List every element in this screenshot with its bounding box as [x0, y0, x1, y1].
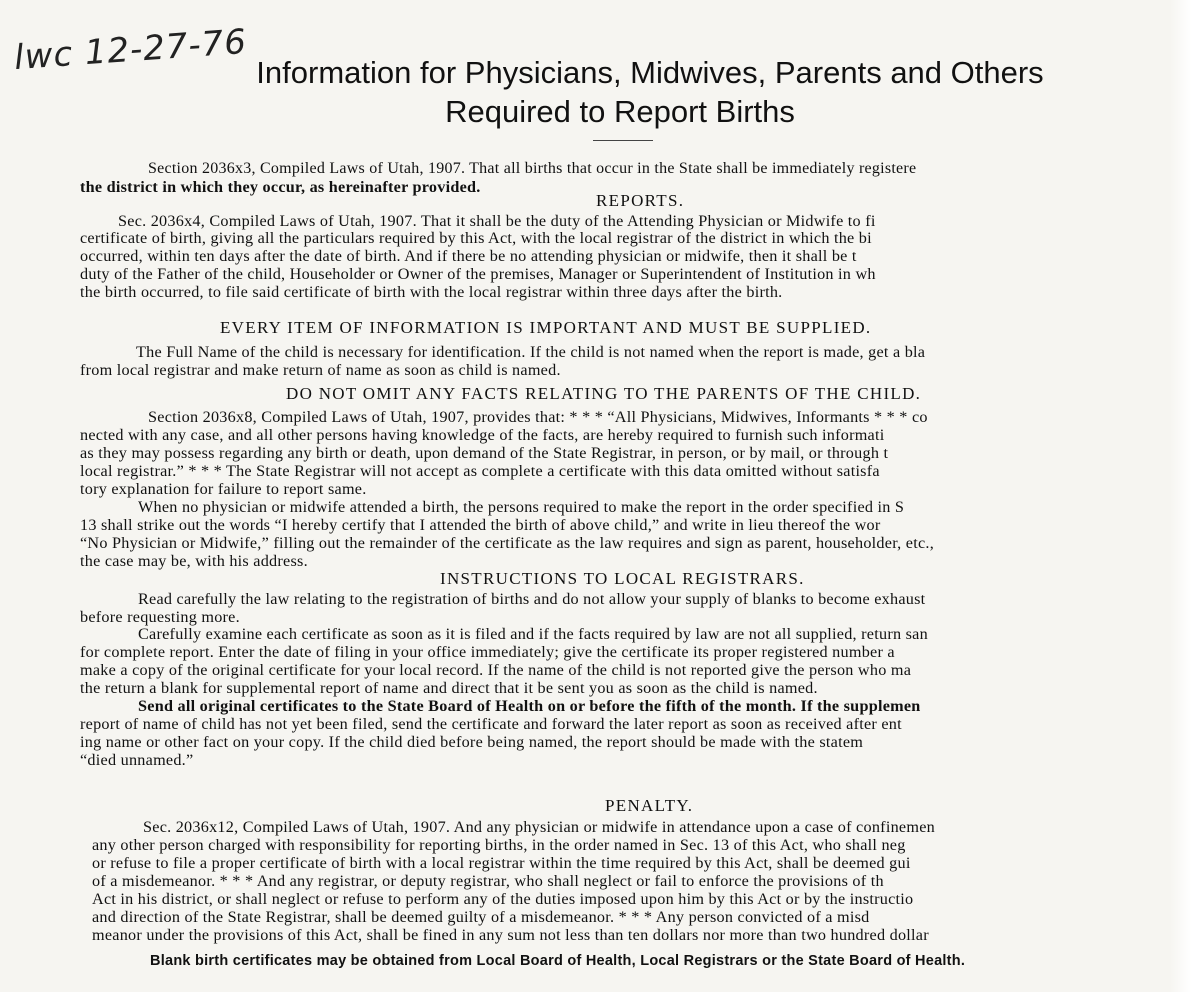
penalty-line-4: of a misdemeanor. * * * And any registrar, or deputy registrar, who shall neglect or fail to enforce the provisions of th: [92, 872, 884, 890]
intro-line-2: the district in which they occur, as hereinafter provided.: [80, 178, 481, 196]
omit-line-8: “No Physician or Midwife,” filling out the remainder of the certificate as the law requires and sign as parent, householder, etc.,: [80, 534, 934, 552]
every-item-line-2: from local registrar and make return of name as soon as child is named.: [80, 361, 561, 379]
instr-line-8: report of name of child has not yet been filed, send the certificate and forward the later report as soon as received after ent: [80, 715, 902, 733]
instr-line-10: “died unnamed.”: [80, 751, 194, 769]
omit-line-9: the case may be, with his address.: [80, 552, 308, 570]
reports-line-4: duty of the Father of the child, Householder or Owner of the premises, Manager or Superintendent of Institution in wh: [80, 265, 876, 283]
heading-reports: REPORTS.: [596, 191, 685, 210]
heading-do-not-omit: DO NOT OMIT ANY FACTS RELATING TO THE PARENTS OF THE CHILD.: [286, 384, 922, 403]
intro-line-1: Section 2036x3, Compiled Laws of Utah, 1907. That all births that occur in the State shall be immediately registere: [148, 160, 917, 177]
penalty-line-7: meanor under the provisions of this Act, shall be fined in any sum not less than ten dollars nor more than two hundred dollar: [92, 926, 929, 944]
omit-line-1: Section 2036x8, Compiled Laws of Utah, 1907, provides that: * * * “All Physicians, Midwives, Informants * * * co: [148, 408, 928, 426]
omit-line-5: tory explanation for failure to report same.: [80, 480, 367, 498]
instr-line-7: Send all original certificates to the State Board of Health on or before the fifth of the month. If the supplemen: [138, 697, 921, 715]
every-item-line-1: The Full Name of the child is necessary for identification. If the child is not named when the report is made, get a bla: [136, 343, 926, 361]
instr-line-6: the return a blank for supplemental report of name and direct that it be sent you as soon as the child is named.: [80, 679, 818, 697]
reports-line-3: occurred, within ten days after the date of birth. And if there be no attending physician or midwife, then it shall be t: [80, 247, 857, 265]
title-divider: [593, 140, 653, 141]
omit-line-4: local registrar.” * * * The State Registrar will not accept as complete a certificate with this data omitted without satisfa: [80, 462, 880, 480]
title-line-1: Information for Physicians, Midwives, Parents and Others: [256, 55, 1044, 90]
torn-edge: [1170, 0, 1200, 992]
penalty-line-2: any other person charged with responsibility for reporting births, in the order named in Sec. 13 of this Act, who shall neg: [92, 836, 906, 854]
omit-line-2: nected with any case, and all other persons having knowledge of the facts, are hereby required to furnish such informati: [80, 426, 885, 444]
reports-line-1: Sec. 2036x4, Compiled Laws of Utah, 1907. That it shall be the duty of the Attending Physician or Midwife to fi: [118, 212, 876, 230]
instr-line-1: Read carefully the law relating to the registration of births and do not allow your supply of blanks to become exhaust: [138, 590, 926, 608]
heading-every-item: EVERY ITEM OF INFORMATION IS IMPORTANT AND MUST BE SUPPLIED.: [220, 318, 872, 337]
penalty-line-8: Blank birth certificates may be obtained from Local Board of Health, Local Registrars or the State Board of Health.: [150, 953, 966, 969]
heading-instructions: INSTRUCTIONS TO LOCAL REGISTRARS.: [440, 569, 805, 588]
omit-line-3: as they may possess regarding any birth or death, upon demand of the State Registrar, in person, or by mail, or through t: [80, 444, 889, 462]
reports-line-2: certificate of birth, giving all the particulars required by this Act, with the local registrar of the district in which the bi: [80, 229, 872, 247]
title-line-2: Required to Report Births: [445, 94, 795, 129]
handwritten-note: lwc 12-27-76: [12, 21, 249, 79]
heading-penalty: PENALTY.: [605, 796, 694, 815]
penalty-line-1: Sec. 2036x12, Compiled Laws of Utah, 1907. And any physician or midwife in attendance upon a case of confinemen: [143, 818, 935, 836]
penalty-line-5: Act in his district, or shall neglect or refuse to perform any of the duties imposed upon him by this Act or by the instructio: [92, 890, 914, 908]
instr-line-9: ing name or other fact on your copy. If the child died before being named, the report should be made with the statem: [80, 733, 864, 751]
penalty-line-3: or refuse to file a proper certificate of birth with a local registrar within the time required by this Act, shall be deemed gui: [92, 854, 911, 872]
instr-line-5: make a copy of the original certificate for your local record. If the name of the child is not reported give the person who ma: [80, 661, 912, 679]
instr-line-2: before requesting more.: [80, 608, 240, 626]
instr-line-3: Carefully examine each certificate as soon as it is filed and if the facts required by law are not all supplied, return san: [138, 625, 928, 643]
penalty-line-6: and direction of the State Registrar, shall be deemed guilty of a misdemeanor. * * * Any person convicted of a misd: [92, 908, 870, 926]
omit-line-7: 13 shall strike out the words “I hereby certify that I attended the birth of above child,” and write in lieu thereof the wor: [80, 516, 881, 534]
reports-line-5: the birth occurred, to file said certificate of birth with the local registrar within three days after the birth.: [80, 283, 783, 301]
instr-line-4: for complete report. Enter the date of filing in your office immediately; give the certificate its proper registered number a: [80, 643, 895, 661]
omit-line-6: When no physician or midwife attended a birth, the persons required to make the report in the order specified in S: [138, 498, 905, 516]
